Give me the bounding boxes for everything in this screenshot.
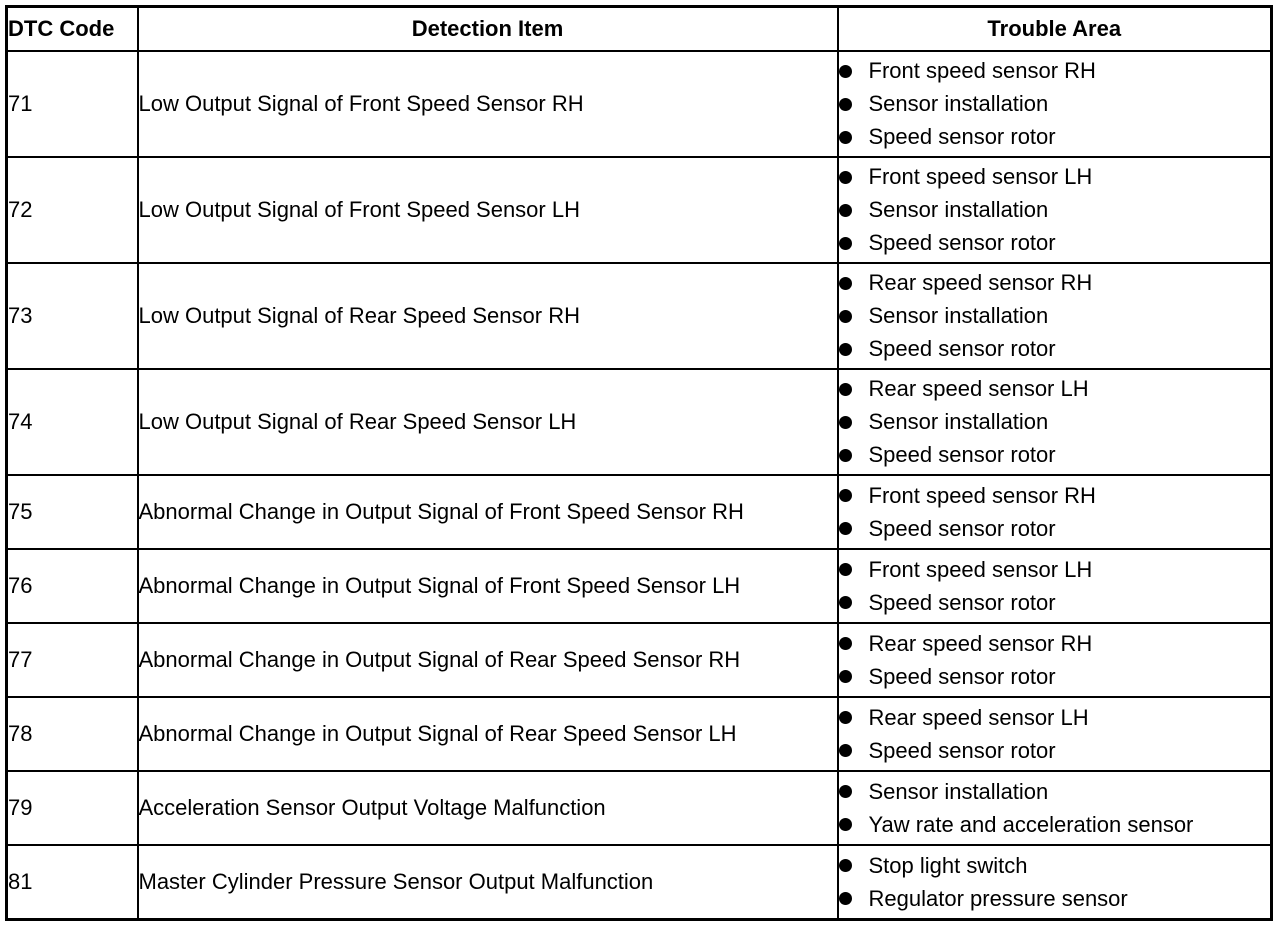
detection-item-cell: Low Output Signal of Rear Speed Sensor LH (138, 369, 838, 475)
bullet-icon (839, 449, 852, 462)
dtc-code-cell: 78 (7, 697, 138, 771)
trouble-area-text: Yaw rate and acceleration sensor (868, 811, 1194, 837)
dtc-code-cell: 74 (7, 369, 138, 475)
detection-item-cell: Abnormal Change in Output Signal of Front Speed Sensor RH (138, 475, 838, 549)
trouble-area-cell (838, 51, 1272, 157)
trouble-area-list (839, 267, 1271, 366)
bullet-icon (839, 637, 852, 650)
trouble-area-text: Rear speed sensor LH (868, 376, 1089, 401)
trouble-area-cell (838, 845, 1272, 920)
trouble-area-list (839, 55, 1271, 154)
trouble-area-text: Stop light switch (868, 852, 1028, 878)
table-row (7, 845, 1272, 920)
bullet-icon (839, 383, 852, 396)
list-item (839, 512, 1271, 545)
list-item (839, 300, 1271, 333)
dtc-code-cell: 77 (7, 623, 138, 697)
table-body (7, 51, 1272, 920)
table-row (7, 157, 1272, 263)
detection-item-cell: Low Output Signal of Front Speed Sensor RH (138, 51, 838, 157)
table-row (7, 369, 1272, 475)
trouble-area-list (839, 479, 1271, 545)
list-item (839, 586, 1271, 619)
table-row (7, 771, 1272, 845)
list-item (839, 194, 1271, 227)
trouble-area-text: Speed sensor rotor (868, 737, 1056, 763)
trouble-area-cell (838, 157, 1272, 263)
trouble-area-list (839, 627, 1271, 693)
bullet-icon (839, 343, 852, 356)
bullet-icon (839, 744, 852, 757)
table-row (7, 475, 1272, 549)
trouble-area-text: Sensor installation (868, 197, 1049, 222)
dtc-code-cell: 79 (7, 771, 138, 845)
header-row (7, 7, 1272, 52)
trouble-area-text: Speed sensor rotor (868, 230, 1056, 255)
dtc-code-cell: 76 (7, 549, 138, 623)
table-row (7, 263, 1272, 369)
bullet-icon (839, 204, 852, 217)
trouble-area-list (839, 161, 1271, 260)
list-item (839, 775, 1271, 808)
bullet-icon (839, 859, 852, 872)
detection-item-cell: Abnormal Change in Output Signal of Rear Speed Sensor RH (138, 623, 838, 697)
trouble-area-cell (838, 549, 1272, 623)
trouble-area-text: Speed sensor rotor (868, 515, 1056, 541)
list-item (839, 553, 1271, 586)
list-item (839, 161, 1271, 194)
bullet-icon (839, 98, 852, 111)
trouble-area-text: Rear speed sensor RH (868, 270, 1093, 295)
trouble-area-text: Front speed sensor RH (868, 58, 1096, 83)
trouble-area-text: Regulator pressure sensor (868, 885, 1128, 911)
bullet-icon (839, 785, 852, 798)
table-row (7, 697, 1272, 771)
dtc-code-cell: 75 (7, 475, 138, 549)
trouble-area-list (839, 373, 1271, 472)
bullet-icon (839, 596, 852, 609)
list-item (839, 373, 1271, 406)
detection-item-cell: Acceleration Sensor Output Voltage Malfunction (138, 771, 838, 845)
trouble-area-text: Sensor installation (868, 778, 1049, 804)
list-item (839, 627, 1271, 660)
trouble-area-text: Speed sensor rotor (868, 336, 1056, 361)
bullet-icon (839, 416, 852, 429)
trouble-area-text: Speed sensor rotor (868, 124, 1056, 149)
list-item (839, 734, 1271, 767)
trouble-area-list (839, 701, 1271, 767)
bullet-icon (839, 670, 852, 683)
trouble-area-text: Front speed sensor LH (868, 164, 1093, 189)
trouble-area-list (839, 553, 1271, 619)
detection-item-cell: Master Cylinder Pressure Sensor Output Malfunction (138, 845, 838, 920)
trouble-area-text: Speed sensor rotor (868, 442, 1056, 467)
trouble-area-cell (838, 771, 1272, 845)
list-item (839, 227, 1271, 260)
list-item (839, 660, 1271, 693)
list-item (839, 882, 1271, 915)
list-item (839, 479, 1271, 512)
list-item (839, 88, 1271, 121)
trouble-area-text: Front speed sensor LH (868, 556, 1093, 582)
list-item (839, 333, 1271, 366)
trouble-area-text: Rear speed sensor RH (868, 630, 1093, 656)
trouble-area-cell (838, 697, 1272, 771)
list-item (839, 701, 1271, 734)
table-row (7, 623, 1272, 697)
trouble-area-text: Rear speed sensor LH (868, 704, 1089, 730)
list-item (839, 849, 1271, 882)
bullet-icon (839, 489, 852, 502)
bullet-icon (839, 131, 852, 144)
bullet-icon (839, 171, 852, 184)
list-item (839, 267, 1271, 300)
trouble-area-text: Speed sensor rotor (868, 663, 1056, 689)
trouble-area-text: Sensor installation (868, 91, 1049, 116)
trouble-area-cell (838, 623, 1272, 697)
bullet-icon (839, 522, 852, 535)
bullet-icon (839, 563, 852, 576)
header-dtc-code: DTC Code (7, 7, 138, 52)
trouble-area-list (839, 849, 1271, 915)
list-item (839, 808, 1271, 841)
list-item (839, 121, 1271, 154)
bullet-icon (839, 818, 852, 831)
list-item (839, 439, 1271, 472)
trouble-area-text: Front speed sensor RH (868, 482, 1096, 508)
bullet-icon (839, 65, 852, 78)
dtc-code-cell: 72 (7, 157, 138, 263)
dtc-code-cell: 71 (7, 51, 138, 157)
bullet-icon (839, 310, 852, 323)
bullet-icon (839, 237, 852, 250)
table-row (7, 51, 1272, 157)
trouble-area-text: Sensor installation (868, 303, 1049, 328)
detection-item-cell: Low Output Signal of Rear Speed Sensor RH (138, 263, 838, 369)
dtc-table (5, 5, 1273, 921)
trouble-area-text: Sensor installation (868, 409, 1049, 434)
detection-item-cell: Abnormal Change in Output Signal of Front Speed Sensor LH (138, 549, 838, 623)
trouble-area-cell (838, 369, 1272, 475)
detection-item-cell: Low Output Signal of Front Speed Sensor LH (138, 157, 838, 263)
trouble-area-list (839, 775, 1271, 841)
list-item (839, 406, 1271, 439)
list-item (839, 55, 1271, 88)
bullet-icon (839, 711, 852, 724)
detection-item-cell: Abnormal Change in Output Signal of Rear Speed Sensor LH (138, 697, 838, 771)
bullet-icon (839, 892, 852, 905)
trouble-area-cell (838, 263, 1272, 369)
trouble-area-text: Speed sensor rotor (868, 589, 1056, 615)
header-detection-item: Detection Item (138, 7, 838, 52)
trouble-area-cell (838, 475, 1272, 549)
table-row (7, 549, 1272, 623)
header-trouble-area: Trouble Area (838, 7, 1272, 52)
dtc-code-cell: 73 (7, 263, 138, 369)
bullet-icon (839, 277, 852, 290)
dtc-code-cell: 81 (7, 845, 138, 920)
